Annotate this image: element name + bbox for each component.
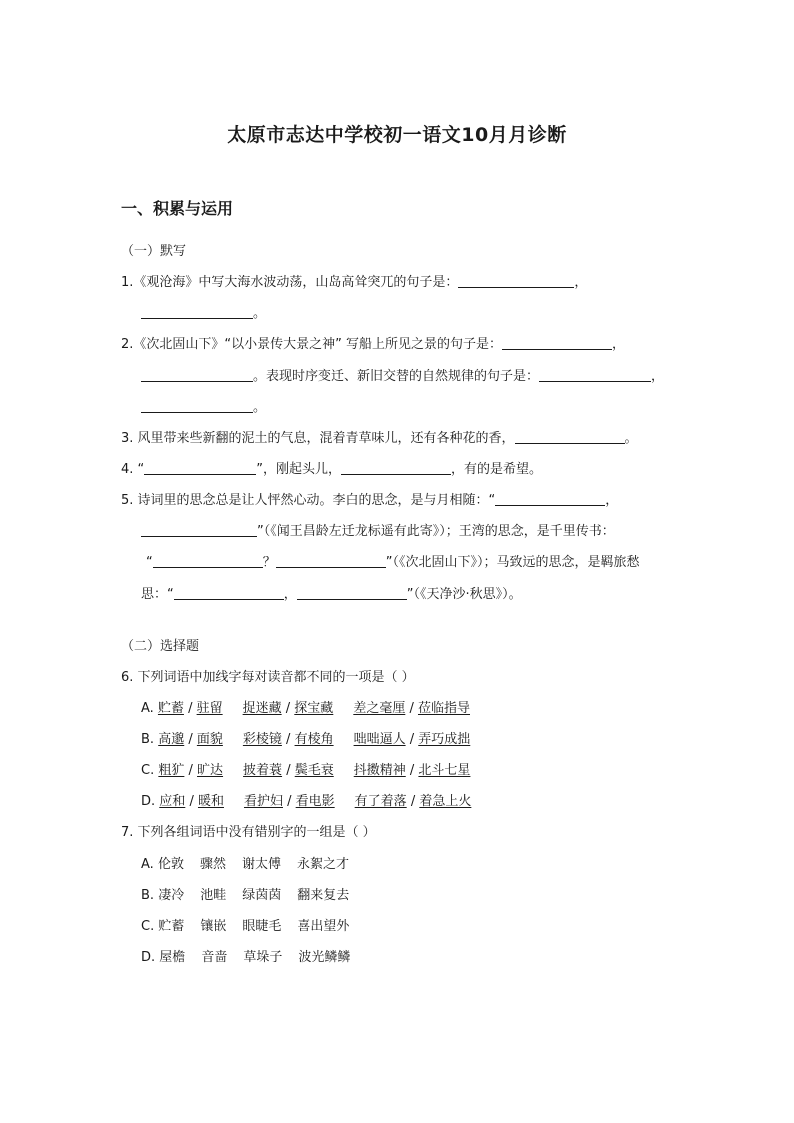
word-pair-item: 有了着落 xyxy=(354,794,407,809)
punctuation: “ xyxy=(146,555,153,570)
q7-option-b[interactable] xyxy=(141,886,349,906)
separator: / xyxy=(282,763,295,778)
option-label: C. xyxy=(141,919,155,934)
page-title: 太原市志达中学校初一语文10月月诊断 xyxy=(227,124,567,146)
answer-blank[interactable] xyxy=(515,429,625,444)
word-item: 草垛子 xyxy=(243,950,283,965)
separator: / xyxy=(405,763,419,778)
punctuation: 。 xyxy=(624,431,638,446)
question-1-line-1 xyxy=(121,273,587,293)
q6-option-d[interactable] xyxy=(141,792,471,812)
question-text: 2.《次北固山下》“以小景传大景之神” 写船上所见之景的句子是： xyxy=(121,337,503,352)
question-text: ”（《天净沙·秋思》）。 xyxy=(406,587,522,602)
word-pair-item: 差之毫厘 xyxy=(353,701,406,716)
q7-option-d[interactable] xyxy=(141,948,350,968)
word-item: 贮蓄 xyxy=(158,919,185,934)
punctuation: ， xyxy=(574,275,588,290)
word-item: 永絮之才 xyxy=(296,857,349,872)
separator: / xyxy=(184,763,198,778)
word-item: 绿茵茵 xyxy=(242,888,282,903)
word-pair-item: 看护妇 xyxy=(243,794,283,809)
subsection-heading: （一）默写 xyxy=(121,244,187,259)
word-pair-item: 北斗七星 xyxy=(418,763,471,778)
option-label: A. xyxy=(141,857,154,872)
question-1-line-2 xyxy=(141,304,266,324)
word-pair-item: 彩棱镜 xyxy=(242,732,282,747)
answer-blank[interactable] xyxy=(539,367,651,382)
question-5-line-1 xyxy=(121,491,618,511)
answer-blank[interactable] xyxy=(297,585,407,600)
word-pair-item: 着急上火 xyxy=(419,794,472,809)
answer-blank[interactable] xyxy=(153,553,263,568)
answer-blank[interactable] xyxy=(276,553,386,568)
separator: / xyxy=(185,794,198,809)
question-5-line-2 xyxy=(141,522,615,542)
punctuation: 。 xyxy=(253,306,267,321)
word-pair-item: 高邈 xyxy=(158,732,185,747)
question-text: ，有的是希望。 xyxy=(451,462,543,477)
separator: / xyxy=(406,794,420,809)
word-pair-item: 探宝藏 xyxy=(294,701,334,716)
question-6-stem: 6. 下列词语中加线字每对读音都不同的一项是（ ） xyxy=(121,670,415,685)
word-pair-item: 面貌 xyxy=(196,732,223,747)
question-5-line-3 xyxy=(146,553,640,573)
separator: / xyxy=(184,732,197,747)
word-pair-item: 披着蓑 xyxy=(243,763,283,778)
word-pair-item: 莅临指导 xyxy=(417,701,470,716)
word-pair-item: 鬓毛衰 xyxy=(294,763,334,778)
separator: / xyxy=(405,701,418,716)
question-text: 1.《观沧海》中写大海水波动荡，山岛高耸突兀的句子是： xyxy=(121,275,459,290)
separator: / xyxy=(405,732,419,747)
option-label: C. xyxy=(141,763,155,778)
separator: / xyxy=(183,701,197,716)
option-label: B. xyxy=(141,732,155,747)
word-item: 喜出望外 xyxy=(297,919,350,934)
answer-blank[interactable] xyxy=(495,491,605,506)
q6-option-b[interactable] xyxy=(141,730,470,750)
punctuation: ， xyxy=(651,369,665,384)
word-item: 眼睫毛 xyxy=(242,919,282,934)
answer-blank[interactable] xyxy=(141,304,253,319)
question-text: 。表现时序变迁、新旧交替的自然规律的句子是： xyxy=(253,369,540,384)
word-pair-item: 抖擞精神 xyxy=(353,763,406,778)
question-text: ”，刚起头儿， xyxy=(256,462,342,477)
q6-option-a[interactable] xyxy=(141,699,470,719)
separator: / xyxy=(281,701,295,716)
punctuation: ？ xyxy=(262,555,276,570)
word-pair-item: 粗犷 xyxy=(158,763,185,778)
q7-option-c[interactable] xyxy=(141,917,349,937)
word-item: 池畦 xyxy=(200,888,227,903)
punctuation: ， xyxy=(612,337,626,352)
answer-blank[interactable] xyxy=(141,522,257,537)
word-pair-item: 暖和 xyxy=(197,794,224,809)
question-7-stem: 7. 下列各组词语中没有错别字的一组是（ ） xyxy=(121,825,376,840)
answer-blank[interactable] xyxy=(502,335,612,350)
question-2-line-2 xyxy=(141,367,664,387)
answer-blank[interactable] xyxy=(144,460,256,475)
question-text: 5. 诗词里的思念总是让人怦然心动。李白的思念，是与月相随：“ xyxy=(121,493,496,508)
answer-blank[interactable] xyxy=(174,585,284,600)
word-pair-item: 贮蓄 xyxy=(157,701,184,716)
punctuation: ， xyxy=(283,587,297,602)
question-4-line-1 xyxy=(121,460,542,480)
word-pair-item: 驻留 xyxy=(196,701,223,716)
question-text: ”（《闻王昌龄左迁龙标遥有此寄》）；王湾的思念，是千里传书： xyxy=(257,524,615,539)
word-pair-item: 有棱角 xyxy=(294,732,334,747)
word-pair-item: 看电影 xyxy=(295,794,335,809)
question-2-line-3 xyxy=(141,398,266,418)
option-label: D. xyxy=(141,950,156,965)
question-5-line-4 xyxy=(141,585,522,605)
subsection-heading: （二）选择题 xyxy=(121,639,200,654)
word-item: 音啬 xyxy=(201,950,228,965)
option-label: D. xyxy=(141,794,156,809)
word-pair-item: 应和 xyxy=(159,794,186,809)
q6-option-c[interactable] xyxy=(141,761,470,781)
word-pair-item: 弄巧成拙 xyxy=(418,732,471,747)
punctuation: ， xyxy=(605,493,619,508)
word-item: 翻来复去 xyxy=(297,888,350,903)
word-pair-item: 咄咄逼人 xyxy=(353,732,406,747)
question-text: 4. “ xyxy=(121,462,145,477)
word-pair-item: 捉迷藏 xyxy=(242,701,282,716)
answer-blank[interactable] xyxy=(141,367,253,382)
q7-option-a[interactable] xyxy=(141,855,349,875)
answer-blank[interactable] xyxy=(341,460,451,475)
section-heading: 一、积累与运用 xyxy=(121,199,234,218)
question-3-line-1 xyxy=(121,429,638,449)
word-item: 镶嵌 xyxy=(200,919,227,934)
option-label: A. xyxy=(141,701,154,716)
question-text: 3. 风里带来些新翻的泥土的气息，混着青草味儿，还有各种花的香， xyxy=(121,431,515,446)
word-item: 凄冷 xyxy=(158,888,185,903)
option-label: B. xyxy=(141,888,155,903)
word-item: 谢太傅 xyxy=(241,857,281,872)
question-text: ”（《次北固山下》）；马致远的思念，是羁旅愁 xyxy=(385,555,640,570)
word-item: 骤然 xyxy=(199,857,226,872)
question-text: 思：“ xyxy=(141,587,174,602)
question-2-line-1 xyxy=(121,335,625,355)
word-pair-item: 旷达 xyxy=(197,763,224,778)
word-item: 屋檐 xyxy=(159,950,186,965)
word-item: 伦敦 xyxy=(157,857,184,872)
answer-blank[interactable] xyxy=(458,273,574,288)
separator: / xyxy=(281,732,295,747)
separator: / xyxy=(283,794,296,809)
word-item: 波光鳞鳞 xyxy=(298,950,351,965)
punctuation: 。 xyxy=(253,400,267,415)
answer-blank[interactable] xyxy=(141,398,253,413)
